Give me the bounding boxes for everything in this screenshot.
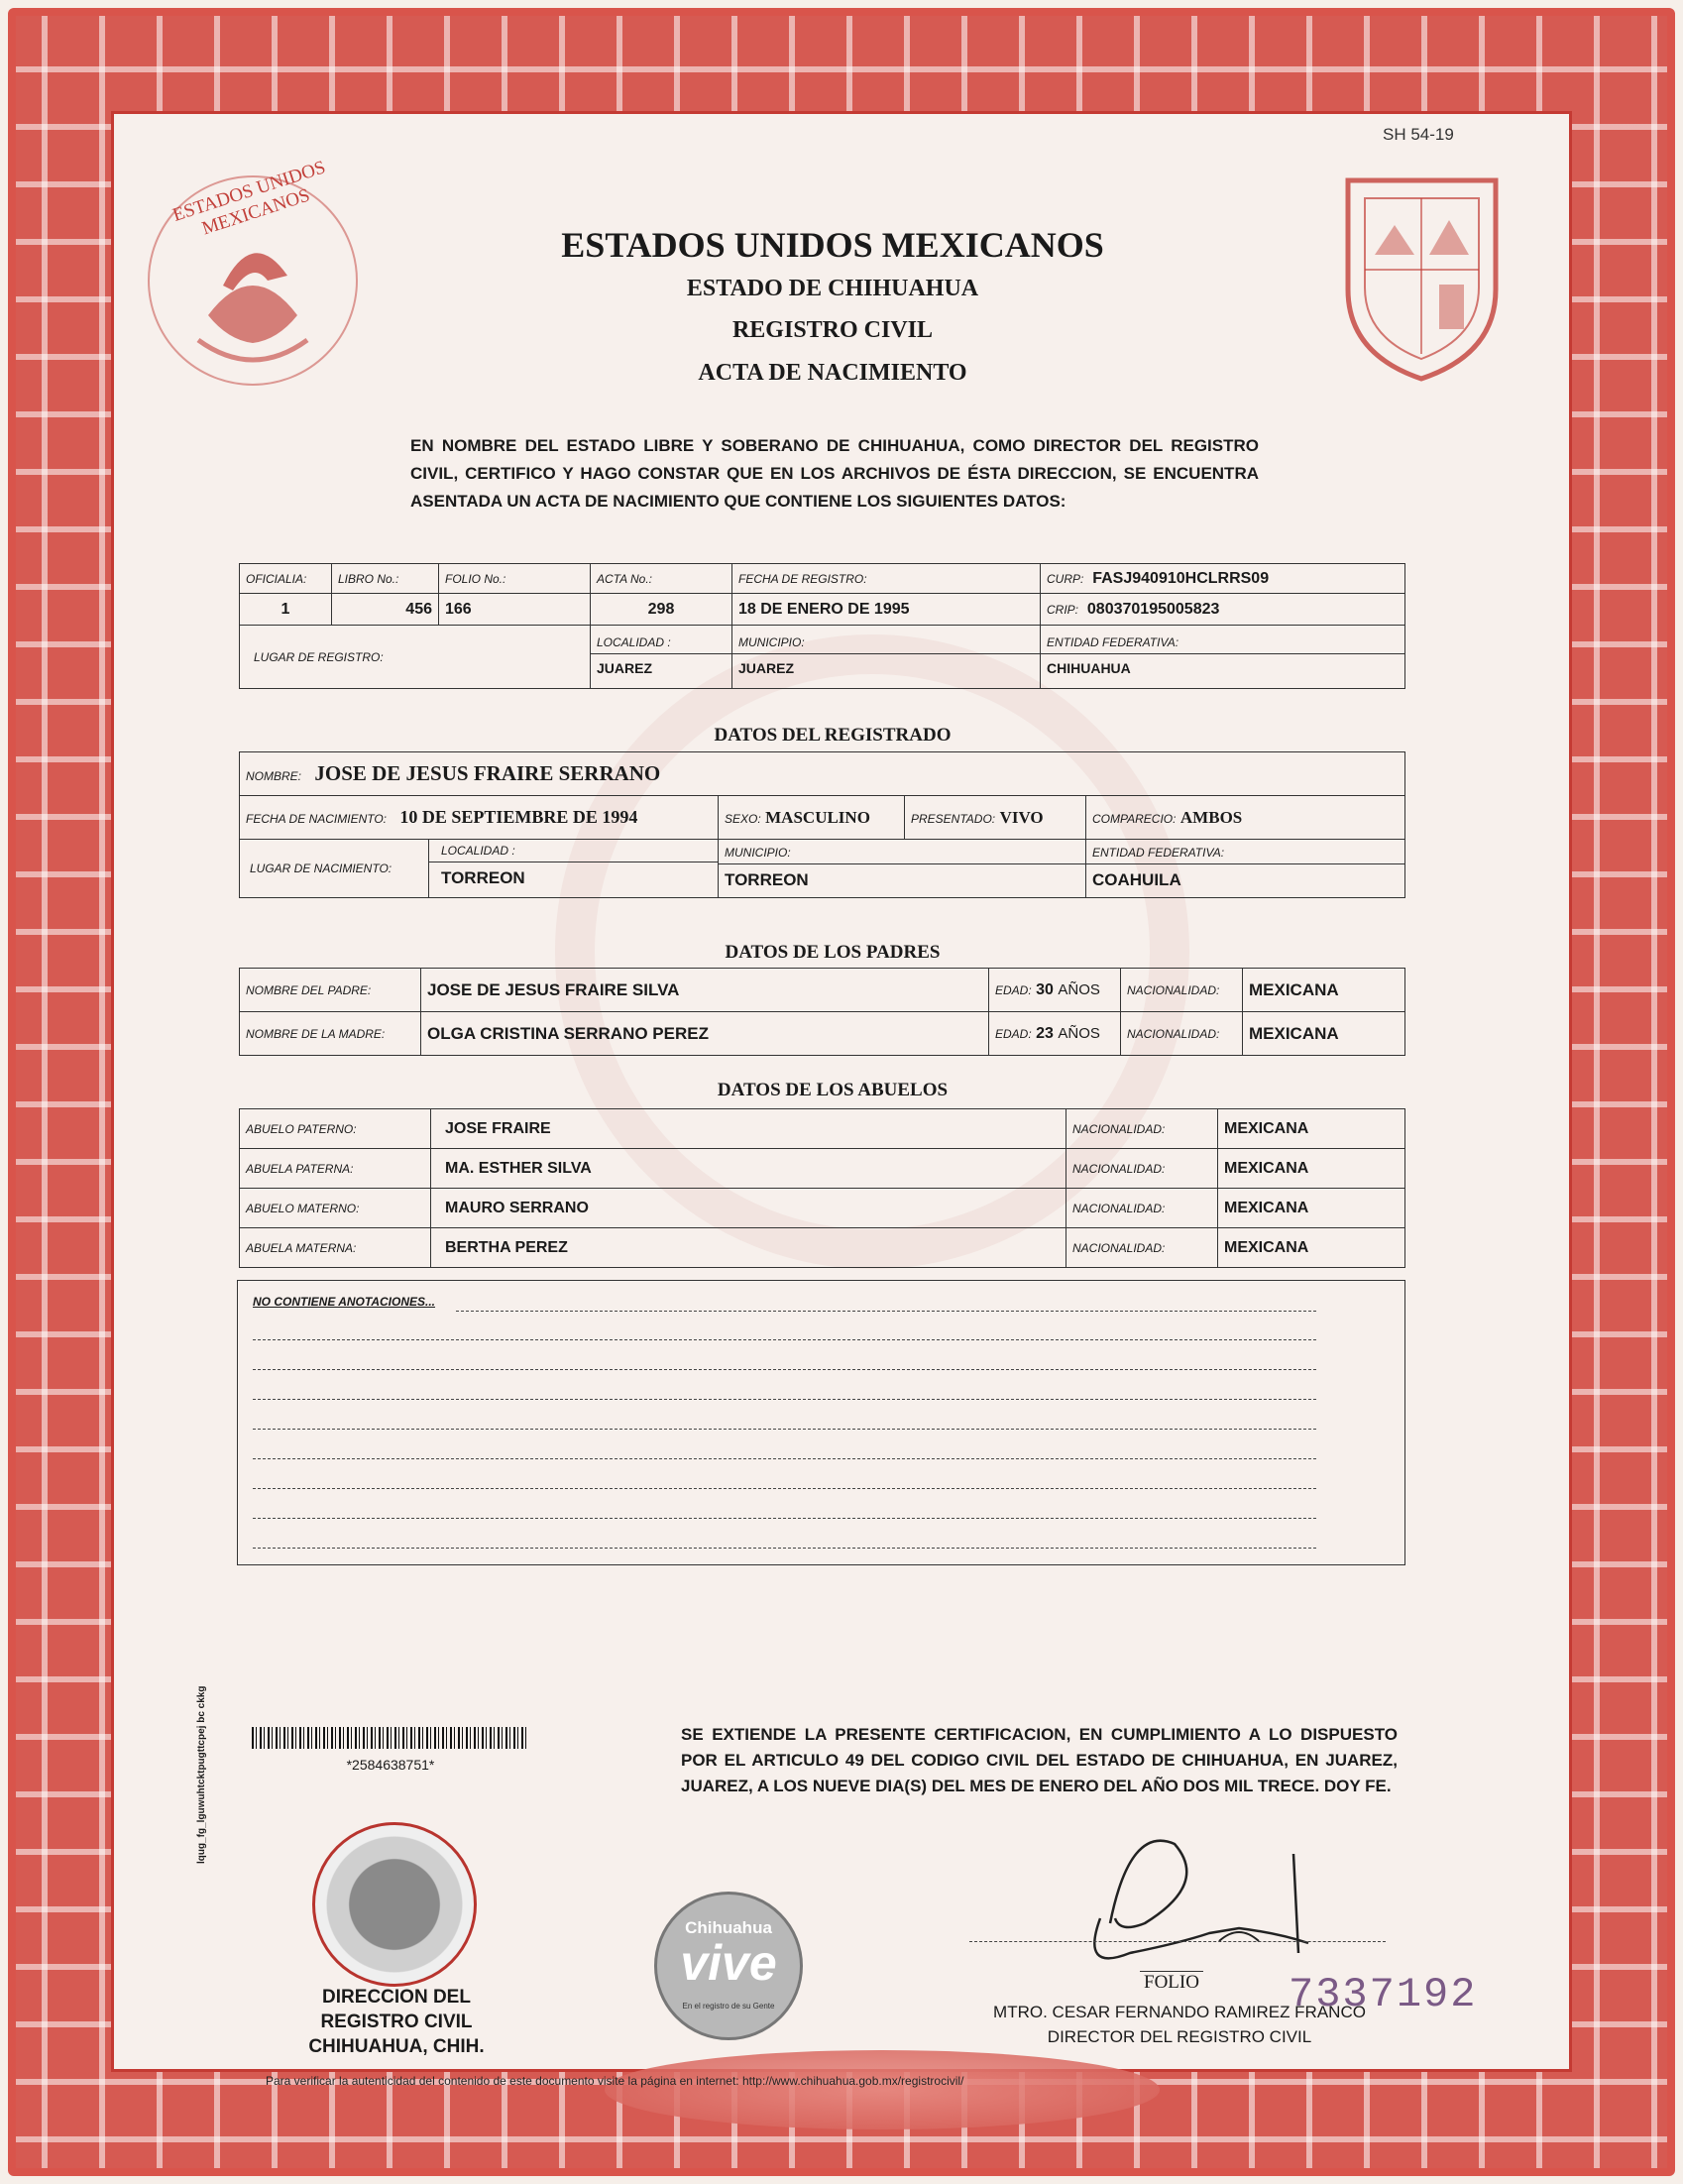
municipio-value: JUAREZ [738, 660, 795, 676]
madre-label: NOMBRE DE LA MADRE: [240, 1012, 421, 1056]
municipio-cell: MUNICIPIO: JUAREZ [732, 626, 1041, 689]
folio-stamp-number: 7337192 [1289, 1971, 1478, 2018]
padre-edad-value: 30 [1036, 980, 1054, 998]
anotaciones-box [237, 1280, 1405, 1565]
padre-nac-label: NACIONALIDAD: [1121, 969, 1243, 1012]
padres-title: DATOS DE LOS PADRES [725, 942, 941, 963]
localidad-cell: LOCALIDAD : JUAREZ [591, 626, 732, 689]
madre-nac-value: MEXICANA [1243, 1012, 1405, 1056]
comparecio-value: AMBOS [1179, 807, 1243, 827]
abuelo-row: ABUELO PATERNO: JOSE FRAIRE NACIONALIDAD: MEXICANA [240, 1109, 1405, 1149]
folio-value: 166 [439, 594, 591, 626]
madre-edad-cell: EDAD: 23 AÑOS [989, 1012, 1121, 1056]
form-code: SH 54-19 [1383, 125, 1454, 144]
footer-ornament [605, 2050, 1160, 2129]
nombre-cell: NOMBRE: JOSE DE JESUS FRAIRE SERRANO [240, 752, 1405, 796]
director-name: MTRO. CESAR FERNANDO RAMIREZ FRANCO [993, 2003, 1366, 2021]
lugar-registro-label: LUGAR DE REGISTRO: [240, 626, 591, 689]
registrado-title: DATOS DEL REGISTRADO [714, 725, 952, 746]
libro-label: LIBRO No.: [332, 564, 439, 594]
curp-label: CURP: [1047, 571, 1084, 586]
nac-municipio-value: TORREON [725, 869, 809, 889]
abuelo-materno-name: MAURO SERRANO [431, 1189, 1066, 1228]
crip-value: 080370195005823 [1086, 600, 1220, 618]
abuelo-paterno-nac: MEXICANA [1218, 1109, 1405, 1149]
presentado-value: VIVO [999, 807, 1044, 827]
national-seal [139, 157, 367, 395]
abuela-paterna-name: MA. ESTHER SILVA [431, 1149, 1066, 1189]
libro-value: 456 [332, 594, 439, 626]
entidad-cell: ENTIDAD FEDERATIVA: CHIHUAHUA [1041, 626, 1405, 689]
abuelo-row: ABUELA PATERNA: MA. ESTHER SILVA NACIONALIDAD: MEXICANA [240, 1149, 1405, 1189]
oficialia-value: 1 [240, 594, 332, 626]
curp-cell [1041, 564, 1405, 594]
entidad-value: CHIHUAHUA [1047, 660, 1131, 676]
header-state: ESTADO DE CHIHUAHUA [686, 276, 979, 301]
seal-text: ESTADOS UNIDOS MEXICANOS [169, 157, 329, 240]
signature-line [969, 1941, 1386, 1942]
localidad-value: JUAREZ [597, 660, 653, 676]
padre-edad-cell: EDAD: 30 AÑOS [989, 969, 1121, 1012]
fecha-registro-value: 18 DE ENERO DE 1995 [732, 594, 1041, 626]
header-registry: REGISTRO CIVIL [731, 317, 934, 343]
certification-text: SE EXTIENDE LA PRESENTE CERTIFICACION, EN CUMPLIMIENTO A LO DISPUESTO POR EL ARTICULO 49 DEL CODIGO CIVIL DEL ESTADO DE CHIHUAHUA, EN JUAREZ, JUAREZ, A LOS NUEVE DIA(S) DEL MES DE ENERO DEL AÑO DOS MIL TRECE. DOY FE. [681, 1725, 1398, 1795]
comparecio-cell: COMPARECIO: AMBOS [1086, 796, 1405, 840]
director-signature [1070, 1824, 1348, 1973]
curp-value: FASJ940910HCLRRS09 [1092, 569, 1270, 587]
abuela-materna-nac: MEXICANA [1218, 1228, 1405, 1268]
chihuahua-vive-logo: Chihuahua vive En el registro de su Gente [654, 1892, 803, 2040]
abuelo-paterno-name: JOSE FRAIRE [431, 1109, 1066, 1149]
abuelos-table [239, 1108, 1405, 1268]
padre-label: NOMBRE DEL PADRE: [240, 969, 421, 1012]
registrado-nombre: JOSE DE JESUS FRAIRE SERRANO [314, 761, 661, 785]
fecha-nac-value: 10 DE SEPTIEMBRE DE 1994 [399, 807, 638, 827]
abuela-paterna-nac: MEXICANA [1218, 1149, 1405, 1189]
lugar-nac-cell: LUGAR DE NACIMIENTO: LOCALIDAD : TORREON [240, 840, 719, 898]
nac-entidad-value: COAHUILA [1092, 869, 1181, 889]
nac-municipio-cell: MUNICIPIO: TORREON [719, 840, 1086, 898]
anotaciones-text: NO CONTIENE ANOTACIONES... [253, 1295, 436, 1309]
fecha-registro-label: FECHA DE REGISTRO: [732, 564, 1041, 594]
nac-localidad-value: TORREON [441, 868, 525, 887]
nac-entidad-cell: ENTIDAD FEDERATIVA: COAHUILA [1086, 840, 1405, 898]
verification-footer: Para verificar la autenticidad del contenido de este documento visite la página en internet: http://www.chihuahua.gob.mx/registrocivil/ [266, 2074, 964, 2088]
sexo-value: MASCULINO [765, 807, 870, 827]
registrado-table [239, 751, 1405, 898]
oficialia-label: OFICIALIA: [240, 564, 332, 594]
barcode [252, 1727, 529, 1749]
padres-table [239, 968, 1405, 1056]
madre-nac-label: NACIONALIDAD: [1121, 1012, 1243, 1056]
madre-value: OLGA CRISTINA SERRANO PEREZ [421, 1012, 989, 1056]
abuelo-materno-nac: MEXICANA [1218, 1189, 1405, 1228]
intro-paragraph: EN NOMBRE DEL ESTADO LIBRE Y SOBERANO DE CHIHUAHUA, COMO DIRECTOR DEL REGISTRO CIVIL, CERTIFICO Y HAGO CONSTAR QUE EN LOS ARCHIVOS DE ÉSTA DIRECCION, SE ENCUENTRA ASENTADA UN ACTA DE NACIMIENTO QUE CONTIENE LOS SIGUIENTES DATOS: [410, 436, 1259, 511]
acta-value: 298 [591, 594, 732, 626]
madre-edad-value: 23 [1036, 1024, 1054, 1042]
sexo-cell: SEXO: MASCULINO [719, 796, 905, 840]
abuelos-title: DATOS DE LOS ABUELOS [717, 1080, 949, 1100]
crip-label: CRIP: [1047, 602, 1079, 617]
vertical-verification-code: lqug_fg_lguwuhtcktpugttcpej bc ckkg [196, 1685, 207, 1864]
padre-nac-value: MEXICANA [1243, 969, 1405, 1012]
header-country: ESTADOS UNIDOS MEXICANOS [561, 225, 1104, 265]
registro-civil-seal [312, 1822, 477, 1987]
acta-label: ACTA No.: [591, 564, 732, 594]
padre-value: JOSE DE JESUS FRAIRE SILVA [421, 969, 989, 1012]
abuelo-row: ABUELO MATERNO: MAURO SERRANO NACIONALIDAD: MEXICANA [240, 1189, 1405, 1228]
barcode-number: *2584638751* [346, 1757, 435, 1773]
abuelo-row: ABUELA MATERNA: BERTHA PEREZ NACIONALIDAD: MEXICANA [240, 1228, 1405, 1268]
header-document-type: ACTA DE NACIMIENTO [698, 360, 967, 386]
fecha-nac-cell: FECHA DE NACIMIENTO: 10 DE SEPTIEMBRE DE 1994 [240, 796, 719, 840]
direccion-text: DIRECCION DEL REGISTRO CIVIL CHIHUAHUA, CHIH. [308, 1987, 485, 2057]
registro-table [239, 563, 1405, 689]
crip-cell [1041, 594, 1405, 626]
folio-stamp-label: FOLIO [1140, 1971, 1203, 1994]
folio-label: FOLIO No.: [439, 564, 591, 594]
presentado-cell: PRESENTADO: VIVO [905, 796, 1086, 840]
abuela-materna-name: BERTHA PEREZ [431, 1228, 1066, 1268]
chihuahua-shield [1340, 171, 1504, 384]
director-title: DIRECTOR DEL REGISTRO CIVIL [1047, 2027, 1312, 2046]
